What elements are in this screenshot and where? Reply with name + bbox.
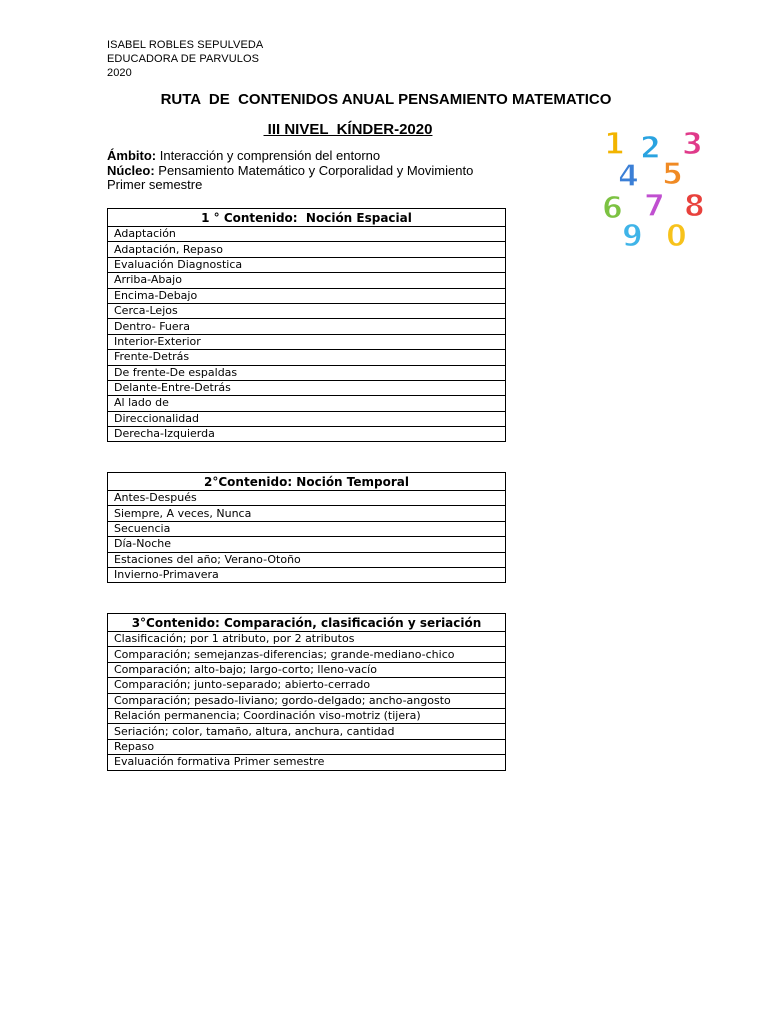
table-cell: Estaciones del año; Verano-Otoño: [108, 552, 506, 567]
table-cell: Seriación; color, tamaño, altura, anchura, cantidad: [108, 724, 506, 739]
digit-glyph: 6: [602, 191, 623, 226]
table-cell: Repaso: [108, 739, 506, 754]
digit-glyph: 2: [640, 131, 661, 166]
table-row: [108, 350, 506, 365]
table-cell: Clasificación; por 1 atributo, por 2 atributos: [108, 632, 506, 647]
table-row: [108, 288, 506, 303]
table-cell: Comparación; semejanzas-diferencias; grande-mediano-chico: [108, 647, 506, 662]
table-cell: Relación permanencia; Coordinación viso-motriz (tijera): [108, 708, 506, 723]
table-cell: Comparación; pesado-liviano; gordo-delgado; ancho-angosto: [108, 693, 506, 708]
content-table-1: [107, 208, 506, 442]
digit-glyph: 5: [662, 157, 683, 192]
table-row: [108, 242, 506, 257]
table-row: [108, 365, 506, 380]
table-row: [108, 427, 506, 442]
table-row: [108, 552, 506, 567]
table-row: [108, 396, 506, 411]
digit-glyph: 1: [604, 127, 625, 162]
ambito-label: Ámbito:: [107, 148, 157, 163]
digit-glyph: 3: [682, 127, 703, 162]
table-row: [108, 334, 506, 349]
document-title: RUTA DE CONTENIDOS ANUAL PENSAMIENTO MATEMATICO: [160, 91, 612, 108]
table-row: [108, 739, 506, 754]
table-row: [108, 380, 506, 395]
document-subtitle: III NIVEL KÍNDER-2020: [263, 121, 433, 138]
table-row: [108, 647, 506, 662]
author-name: ISABEL ROBLES SEPULVEDA: [107, 39, 264, 51]
table-row: [108, 227, 506, 242]
colorful-numbers-icon: [596, 124, 714, 252]
table-cell: Invierno-Primavera: [108, 567, 506, 582]
table-row: [108, 303, 506, 318]
nucleo-label: Núcleo:: [107, 162, 155, 178]
table-cell: Comparación; junto-separado; abierto-cerrado: [108, 678, 506, 693]
table-3-header: 3°Contenido: Comparación, clasificación y seriación: [108, 614, 506, 632]
digit-glyph: 9: [622, 219, 643, 252]
table-row: [108, 521, 506, 536]
table-cell: Comparación; alto-bajo; largo-corto; lleno-vacío: [108, 662, 506, 677]
digit-glyph: 8: [684, 189, 705, 224]
digit-glyph: 4: [618, 159, 639, 194]
table-row: [108, 506, 506, 521]
table-cell: Interior-Exterior: [108, 334, 506, 349]
table-row: [108, 708, 506, 723]
table-cell: Delante-Entre-Detrás: [108, 380, 506, 395]
table-row: [108, 257, 506, 272]
table-cell: De frente-De espaldas: [108, 365, 506, 380]
table-cell: Al lado de: [108, 396, 506, 411]
digit-glyph: 0: [666, 219, 687, 252]
table-row: [108, 411, 506, 426]
table-1-header: 1 ° Contenido: Noción Espacial: [108, 209, 506, 227]
author-block: [107, 38, 263, 80]
digit-glyph: 7: [644, 189, 665, 224]
table-row: [108, 567, 506, 582]
author-role: EDUCADORA DE PARVULOS: [107, 53, 260, 65]
table-cell: Direccionalidad: [108, 411, 506, 426]
meta-block: [107, 149, 473, 193]
table-cell: Frente-Detrás: [108, 350, 506, 365]
ambito-value: Interacción y comprensión del entorno: [156, 148, 381, 163]
table-row: [108, 632, 506, 647]
table-cell: Antes-Después: [108, 491, 506, 506]
table-row: [108, 319, 506, 334]
table-cell: Día-Noche: [108, 537, 506, 552]
ambito-line: [107, 149, 473, 164]
table-cell: Evaluación formativa Primer semestre: [108, 755, 506, 770]
table-cell: Derecha-Izquierda: [108, 427, 506, 442]
table-2-header: 2°Contenido: Noción Temporal: [108, 473, 506, 491]
table-row: [108, 273, 506, 288]
nucleo-line: [107, 164, 473, 179]
table-cell: Arriba-Abajo: [108, 273, 506, 288]
semester-line: Primer semestre: [107, 177, 203, 192]
table-cell: Adaptación: [108, 227, 506, 242]
table-row: [108, 491, 506, 506]
table-cell: Adaptación, Repaso: [108, 242, 506, 257]
table-row: [108, 693, 506, 708]
content-table-3: [107, 613, 506, 771]
nucleo-value: Pensamiento Matemático y Corporalidad y Movimiento: [154, 162, 474, 178]
table-row: [108, 755, 506, 770]
table-row: [108, 537, 506, 552]
table-row: [108, 662, 506, 677]
table-cell: Siempre, A veces, Nunca: [108, 506, 506, 521]
table-cell: Evaluación Diagnostica: [108, 257, 506, 272]
table-row: [108, 724, 506, 739]
table-cell: Dentro- Fuera: [108, 319, 506, 334]
table-cell: Secuencia: [108, 521, 506, 536]
table-cell: Cerca-Lejos: [108, 303, 506, 318]
table-cell: Encima-Debajo: [108, 288, 506, 303]
table-row: [108, 678, 506, 693]
content-table-2: [107, 472, 506, 583]
author-year: 2020: [107, 67, 132, 79]
